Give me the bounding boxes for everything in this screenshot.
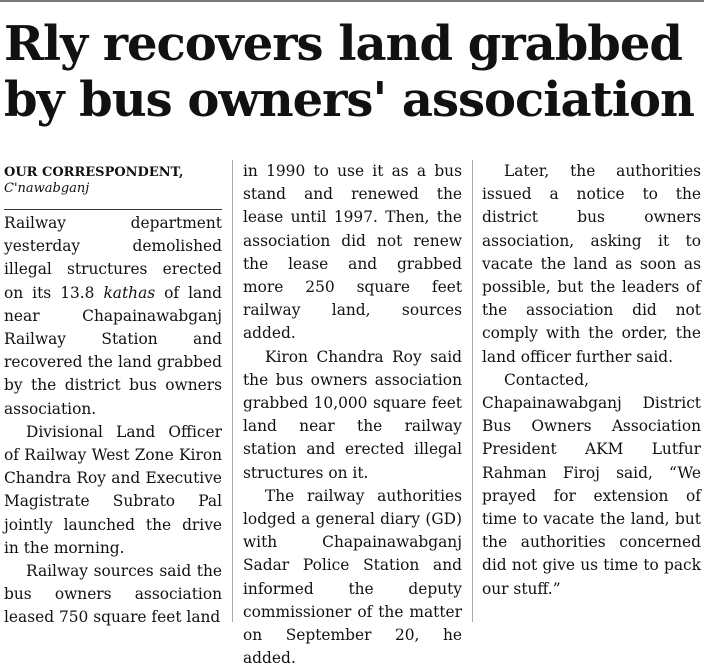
paragraph: [4, 212, 222, 421]
column-divider-2: [472, 160, 473, 622]
paragraph: The railway authorities lodged a general diary (GD) with Chapainawabganj Sadar Police Station and informed the deputy commissioner of the matter on September 20, he added.: [243, 486, 462, 668]
byline-place: C'nawabganj: [4, 181, 90, 196]
paragraph: Kiron Chandra Roy said the bus owners association grabbed 10,000 square feet land near the railway station and erected illegal structures on it.: [243, 347, 462, 482]
headline-line-1: Rly recovers land grabbed: [4, 16, 682, 72]
text-run: Railway department yesterday demolished illegal structures erected on its 13.8: [4, 214, 222, 302]
article-column-1: [4, 212, 222, 630]
paragraph: in 1990 to use it as a bus stand and renewed the lease until 1997. Then, the association did not renew the lease and grabbed more 250 square feet railway land, sources added.: [243, 162, 462, 343]
byline-rule: [4, 209, 222, 210]
paragraph: Divisional Land Officer of Railway West Zone Kiron Chandra Roy and Executive Magistrate Subrato Pal jointly launched the drive in the morning.: [4, 422, 222, 557]
paragraph: Contacted, Chapainawabganj District Bus Owners Association President AKM Lutfur Rahman Firoj said, “We prayed for extension of time to vacate the land, but the authorities concerned did not give us time to pack our stuff.”: [482, 370, 701, 598]
article-column-2: [243, 160, 462, 670]
byline-name: OUR CORRESPONDENT,: [4, 165, 184, 180]
emphasis-kathas: kathas: [103, 283, 156, 302]
headline: [4, 16, 704, 128]
text-run: of land near Chapainawabganj Railway Station and recovered the land grabbed by the district bus owners association.: [4, 283, 222, 418]
paragraph: Railway sources said the bus owners association leased 750 square feet land: [4, 562, 222, 627]
headline-line-2: by bus owners' association: [4, 72, 694, 128]
byline: [4, 164, 222, 197]
paragraph: Later, the authorities issued a notice to the district bus owners association, asking it to vacate the land as soon as possible, but the leaders of the association did not comply with the order, the land officer further said.: [482, 162, 701, 366]
top-rule: [0, 0, 704, 2]
column-divider-1: [232, 160, 233, 622]
article-column-3: [482, 160, 701, 601]
